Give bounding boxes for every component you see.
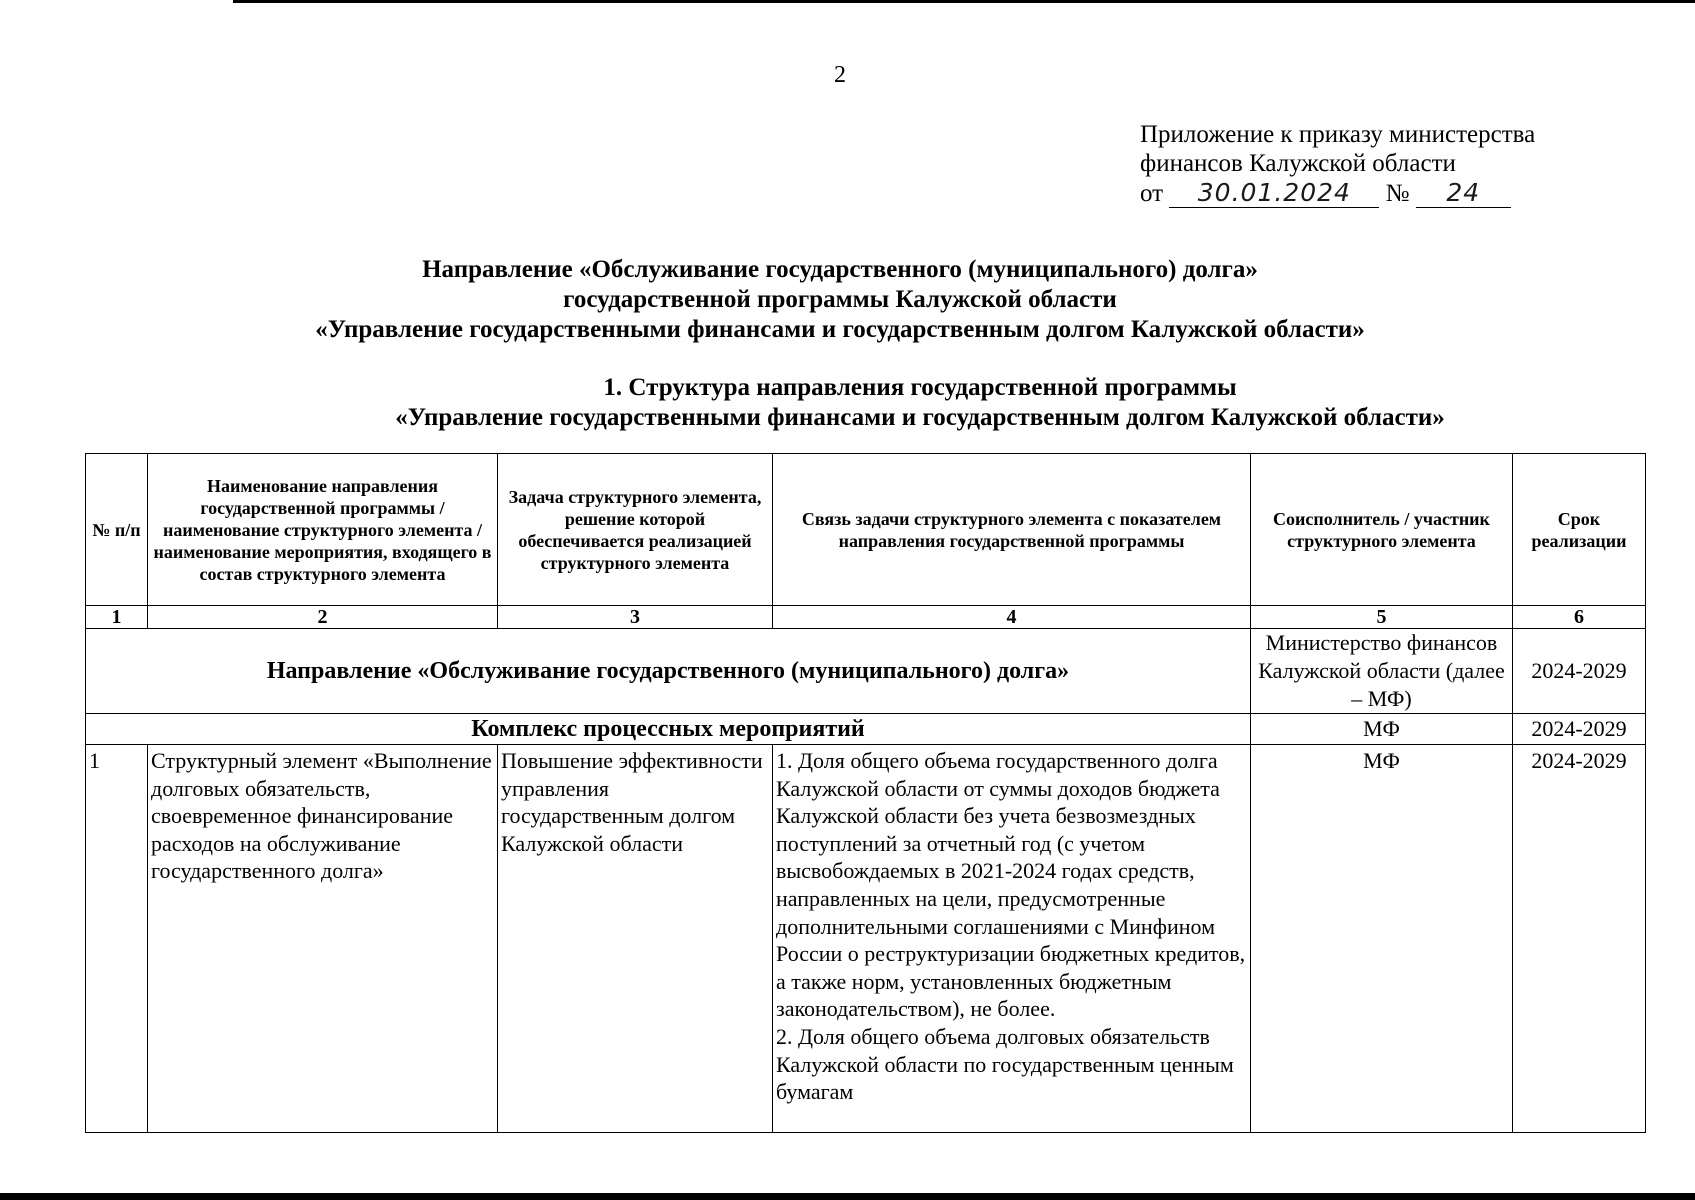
item-period: 2024-2029 [1513,745,1646,1133]
complex-period: 2024-2029 [1513,714,1646,745]
header-cell-period: Срок реализации [1513,454,1646,606]
appendix-line-1: Приложение к приказу министерства [1140,121,1536,148]
item-indicator-1: 1. Доля общего объема государственного долга Калужской области от суммы доходов бюджета Калужской области без учета безвозмездных поступлений за отчетный год (с учетом высвобождаемых в 2021-2024 годах средств, направленных на цели, предусмотренные дополнительными соглашениями с Минфином России о реструктуризации бюджетных кредитов, а также норм, установленных бюджетным законодательством), не более. [776,748,1246,1022]
appendix-number-sign: № [1385,180,1410,207]
complex-executor: МФ [1251,714,1513,745]
item-indicators [773,745,1251,1133]
column-number: 6 [1513,606,1646,629]
table-row [86,745,1646,1133]
header-cell-number: № п/п [86,454,148,606]
item-number: 1 [86,745,148,1133]
bottom-scan-edge [0,1193,1695,1200]
column-number: 2 [148,606,498,629]
title-line-1: Направление «Обслуживание государственного (муниципального) долга» [422,256,1258,283]
direction-row [86,629,1646,714]
column-number: 5 [1251,606,1513,629]
appendix-line-3 [1140,178,1580,208]
appendix-number-handwritten: 24 [1416,178,1511,208]
column-number: 4 [773,606,1251,629]
header-cell-indicator: Связь задачи структурного элемента с показателем направления государственной программы [773,454,1251,606]
section-title [180,373,1660,433]
title-line-2: государственной программы Калужской области [563,286,1117,313]
table-header-row [86,454,1646,606]
title-line-3: «Управление государственными финансами и государственным долгом Калужской области» [315,316,1365,343]
top-scan-edge [233,0,1695,3]
header-cell-name: Наименование направления государственной программы / наименование структурного элемента / наименование мероприятия, входящего в состав структурного элемента [148,454,498,606]
complex-row [86,714,1646,745]
appendix-line-2: финансов Калужской области [1140,150,1456,177]
direction-period: 2024-2029 [1513,629,1646,714]
section-title-line-2: «Управление государственными финансами и государственным долгом Калужской области» [395,404,1445,431]
item-executor: МФ [1251,745,1513,1133]
document-title [180,255,1500,345]
section-title-line-1: 1. Структура направления государственной программы [603,374,1237,401]
structure-table [85,453,1646,1133]
appendix-note [1140,120,1580,208]
header-cell-task: Задача структурного элемента, решение которой обеспечивается реализацией структурного элемента [498,454,773,606]
item-task: Повышение эффективности управления государственным долгом Калужской области [498,745,773,1133]
complex-title: Комплекс процессных мероприятий [86,714,1251,745]
appendix-from-label: от [1140,180,1164,207]
page-number: 2 [834,62,846,88]
item-name: Структурный элемент «Выполнение долговых обязательств, своевременное финансирование расходов на обслуживание государственного долга» [148,745,498,1133]
column-number: 3 [498,606,773,629]
direction-executor: Министерство финансов Калужской области (далее – МФ) [1251,629,1513,714]
column-number: 1 [86,606,148,629]
header-cell-executor: Соисполнитель / участник структурного элемента [1251,454,1513,606]
column-number-row [86,606,1646,629]
direction-title: Направление «Обслуживание государственного (муниципального) долга» [86,629,1251,714]
appendix-date-handwritten: 30.01.2024 [1169,178,1379,208]
item-indicator-2: 2. Доля общего объема долговых обязательств Калужской области по государственным ценным бумагам [776,1023,1234,1105]
